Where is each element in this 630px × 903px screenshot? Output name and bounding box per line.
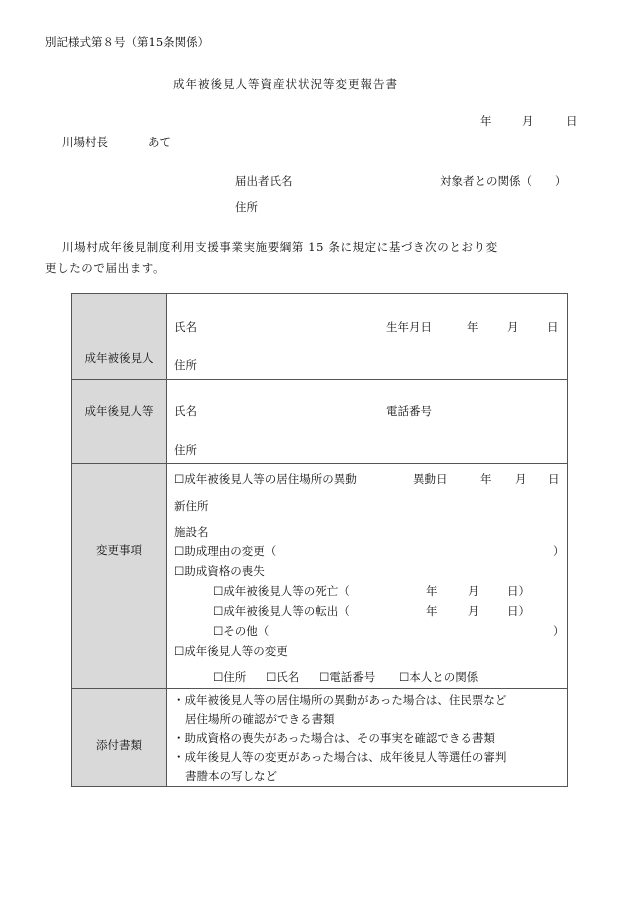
attachments-label: 添付書類	[96, 738, 142, 752]
moved-out-month: 月	[468, 604, 480, 618]
ward-birth-label: 生年月日	[386, 320, 432, 334]
ward-label-cell	[72, 294, 167, 380]
ward-birth-month: 月	[507, 320, 519, 334]
checkbox-opt-name[interactable]: ☐氏名	[266, 670, 300, 684]
addressee-suffix: あて	[148, 135, 171, 149]
change-date-month: 月	[515, 472, 527, 486]
attachment-item3-line1: ・成年後見人等の変更があった場合は、成年後見人等選任の審判	[173, 750, 507, 764]
checkbox-opt-address[interactable]: ☐住所	[213, 670, 247, 684]
ward-label: 成年被後見人	[84, 351, 154, 365]
checkbox-death[interactable]: ☐成年被後見人等の死亡（	[213, 584, 350, 598]
death-day-close: 日）	[507, 584, 530, 598]
death-year: 年	[426, 584, 438, 598]
changes-label: 変更事項	[96, 543, 142, 557]
ward-birth-year: 年	[467, 320, 479, 334]
ward-birth-day: 日	[547, 320, 559, 334]
moved-out-year: 年	[426, 604, 438, 618]
body-text-line2: 更したので届出ます。	[45, 261, 166, 275]
attachment-item3-line2: 書謄本の写しなど	[185, 769, 277, 783]
checkbox-opt-relation[interactable]: ☐本人との関係	[399, 670, 479, 684]
facility-label: 施設名	[174, 525, 209, 539]
addressee: 川場村長	[62, 135, 108, 149]
guardian-name-label: 氏名	[174, 404, 197, 418]
page-title: 成年被後見人等資産状状況等変更報告書	[173, 77, 398, 91]
report-table	[71, 293, 568, 787]
checkbox-reason-change[interactable]: ☐助成理由の変更（	[174, 544, 277, 558]
attachment-item2: ・助成資格の喪失があった場合は、その事実を確認できる書類	[173, 731, 495, 745]
checkbox-moved-out[interactable]: ☐成年被後見人等の転出（	[213, 604, 350, 618]
guardian-row	[72, 380, 568, 464]
applicant-name-label: 届出者氏名	[235, 174, 293, 188]
ward-name-label: 氏名	[174, 320, 197, 334]
changes-row	[72, 464, 568, 689]
guardian-label: 成年後見人等	[84, 404, 154, 418]
moved-out-day-close: 日）	[507, 604, 530, 618]
attachment-item1-line1: ・成年被後見人等の居住場所の異動があった場合は、住民票など	[173, 693, 507, 707]
death-month: 月	[468, 584, 480, 598]
change-date-day: 日	[548, 472, 560, 486]
ward-content-cell	[167, 294, 568, 380]
change-date-year: 年	[480, 472, 492, 486]
guardian-label-cell	[72, 380, 167, 464]
new-address-label: 新住所	[174, 499, 209, 513]
checkbox-guardian-change[interactable]: ☐成年後見人等の変更	[174, 644, 288, 658]
checkbox-other[interactable]: ☐その他（	[213, 624, 270, 638]
attachments-row	[72, 689, 568, 787]
changes-label-cell	[72, 464, 167, 689]
changes-content-cell	[167, 464, 568, 689]
change-date-label: 異動日	[413, 472, 448, 486]
body-text-line1: 川場村成年後見制度利用支援事業実施要綱第 15 条に規定に基づき次のとおり変	[62, 240, 498, 254]
other-close-paren: ）	[553, 624, 565, 638]
attachment-item1-line2: 居住場所の確認ができる書類	[185, 712, 335, 726]
guardian-content-cell	[167, 380, 568, 464]
applicant-address-label: 住所	[235, 200, 258, 214]
ward-row	[72, 294, 568, 380]
attachments-content-cell	[167, 689, 568, 787]
applicant-relation-label: 対象者との関係（ ）	[440, 174, 567, 188]
date-month-label: 月	[522, 114, 534, 128]
attachments-label-cell	[72, 689, 167, 787]
ward-address-label: 住所	[174, 358, 197, 372]
form-number: 別記様式第８号（第15条関係）	[45, 35, 210, 49]
checkbox-eligibility-loss[interactable]: ☐助成資格の喪失	[174, 564, 265, 578]
guardian-address-label: 住所	[174, 443, 197, 457]
reason-close-paren: ）	[553, 544, 565, 558]
checkbox-opt-phone[interactable]: ☐電話番号	[319, 670, 376, 684]
date-day-label: 日	[566, 114, 578, 128]
checkbox-residence-change[interactable]: ☐成年被後見人等の居住場所の異動	[174, 472, 357, 486]
date-year-label: 年	[480, 114, 492, 128]
guardian-phone-label: 電話番号	[386, 404, 432, 418]
